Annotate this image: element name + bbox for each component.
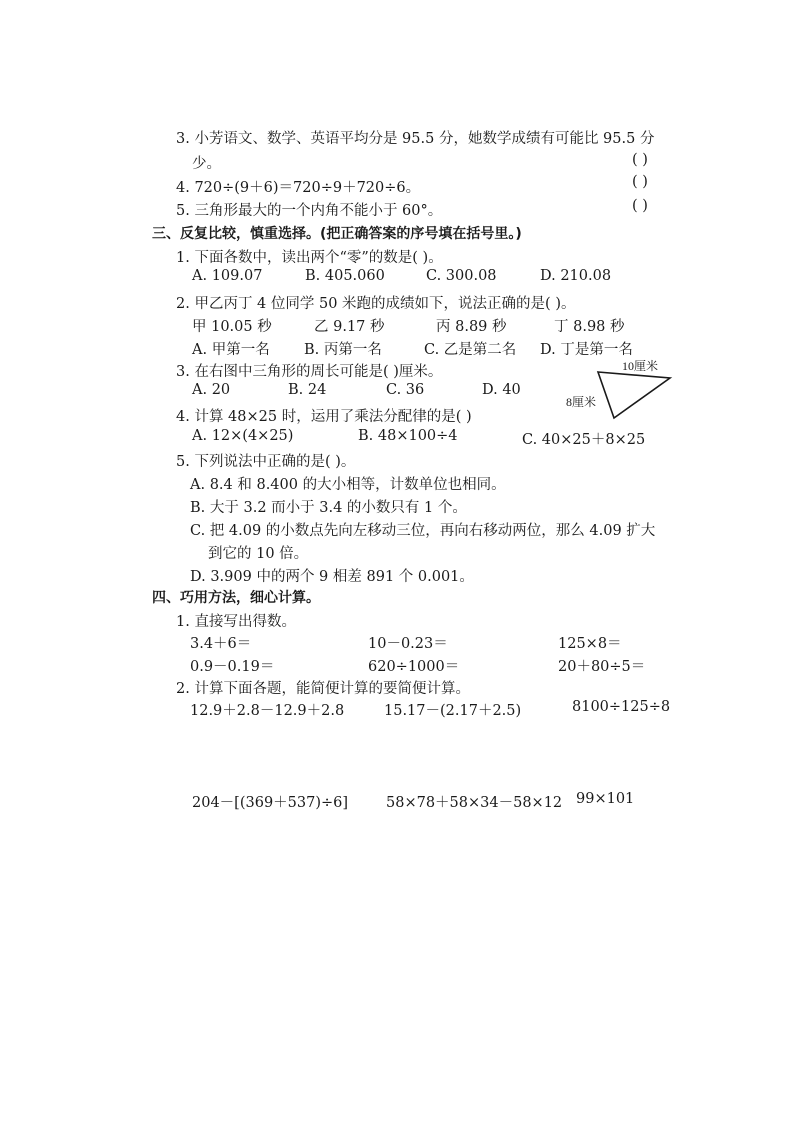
choice-q5-option-c-line2: 到它的 10 倍。 (208, 546, 309, 562)
calc-q2-title: 2. 计算下面各题，能简便计算的要简便计算。 (176, 681, 470, 697)
triangle-label-top: 10厘米 (622, 359, 659, 373)
triangle-label-left: 8厘米 (566, 395, 597, 409)
judge-q5: 5. 三角形最大的一个内角不能小于 60°。 (176, 203, 443, 219)
calc-expr-5: 58×78＋58×34－58×12 (386, 795, 563, 811)
choice-q1-option-a[interactable]: A. 109.07 (192, 268, 263, 284)
choice-q4-option-b[interactable]: B. 48×100÷4 (358, 428, 458, 444)
calc-expr-3: 8100÷125÷8 (572, 699, 671, 715)
calc-expr-1: 12.9＋2.8－12.9＋2.8 (190, 703, 345, 719)
calc-item-1: 3.4＋6＝ (190, 636, 252, 652)
judge-q3-line2: 少。 (192, 156, 221, 172)
choice-q1-option-d[interactable]: D. 210.08 (540, 268, 612, 284)
choice-q2-result-ding: 丁 8.98 秒 (554, 319, 625, 335)
judge-q5-answer-paren[interactable]: ( ) (632, 198, 648, 214)
calc-expr-6: 99×101 (576, 791, 635, 807)
choice-q3-stem: 3. 在右图中三角形的周长可能是( )厘米。 (176, 364, 443, 380)
calc-item-6: 20＋80÷5＝ (558, 659, 646, 675)
choice-q4-stem: 4. 计算 48×25 时，运用了乘法分配律的是( ) (176, 409, 472, 425)
choice-q2-option-d[interactable]: D. 丁是第一名 (540, 342, 633, 358)
calc-item-5: 620÷1000＝ (368, 659, 460, 675)
choice-q5-option-d[interactable]: D. 3.909 中的两个 9 相差 891 个 0.001。 (190, 569, 474, 585)
choice-q3-option-a[interactable]: A. 20 (192, 382, 231, 398)
choice-q2-result-bing: 丙 8.89 秒 (436, 319, 507, 335)
calc-expr-4: 204－[(369＋537)÷6] (192, 795, 349, 811)
triangle-shape (598, 372, 670, 418)
choice-q2-result-jia: 甲 10.05 秒 (192, 319, 272, 335)
choice-q2-option-a[interactable]: A. 甲第一名 (192, 342, 270, 358)
calc-item-4: 0.9－0.19＝ (190, 659, 275, 675)
choice-q3-option-c[interactable]: C. 36 (386, 382, 425, 398)
choice-q2-option-c[interactable]: C. 乙是第二名 (424, 342, 517, 358)
calc-item-2: 10－0.23＝ (368, 636, 448, 652)
triangle-figure (596, 370, 676, 422)
judge-q3-answer-paren[interactable]: ( ) (632, 152, 648, 168)
choice-q4-option-c[interactable]: C. 40×25＋8×25 (522, 432, 646, 448)
calc-q1-title: 1. 直接写出得数。 (176, 614, 296, 630)
choice-q3-option-d[interactable]: D. 40 (482, 382, 521, 398)
choice-q5-option-a[interactable]: A. 8.4 和 8.400 的大小相等，计数单位也相同。 (190, 477, 506, 493)
choice-q2-stem: 2. 甲乙丙丁 4 位同学 50 米跑的成绩如下，说法正确的是( )。 (176, 296, 576, 312)
choice-q5-stem: 5. 下列说法中正确的是( )。 (176, 454, 356, 470)
choice-q2-result-yi: 乙 9.17 秒 (314, 319, 385, 335)
calc-item-3: 125×8＝ (558, 636, 622, 652)
judge-q4: 4. 720÷(9＋6)＝720÷9＋720÷6。 (176, 180, 421, 196)
choice-q5-option-c-line1[interactable]: C. 把 4.09 的小数点先向左移动三位，再向右移动两位，那么 4.09 扩大 (190, 523, 656, 539)
choice-q1-option-c[interactable]: C. 300.08 (426, 268, 497, 284)
choice-q3-option-b[interactable]: B. 24 (288, 382, 327, 398)
choice-q2-option-b[interactable]: B. 丙第一名 (304, 342, 382, 358)
choice-q4-option-a[interactable]: A. 12×(4×25) (192, 428, 294, 444)
section4-heading: 四、巧用方法，细心计算。 (152, 590, 320, 606)
choice-q5-option-b[interactable]: B. 大于 3.2 而小于 3.4 的小数只有 1 个。 (190, 500, 467, 516)
calc-expr-2: 15.17－(2.17＋2.5) (384, 703, 522, 719)
choice-q1-option-b[interactable]: B. 405.060 (305, 268, 385, 284)
choice-q1-stem: 1. 下面各数中，读出两个“零”的数是( )。 (176, 250, 443, 266)
judge-q3-line1: 3. 小芳语文、数学、英语平均分是 95.5 分，她数学成绩有可能比 95.5 分 (176, 131, 655, 147)
judge-q4-answer-paren[interactable]: ( ) (632, 174, 648, 190)
section3-heading: 三、反复比较，慎重选择。(把正确答案的序号填在括号里。) (152, 226, 522, 242)
